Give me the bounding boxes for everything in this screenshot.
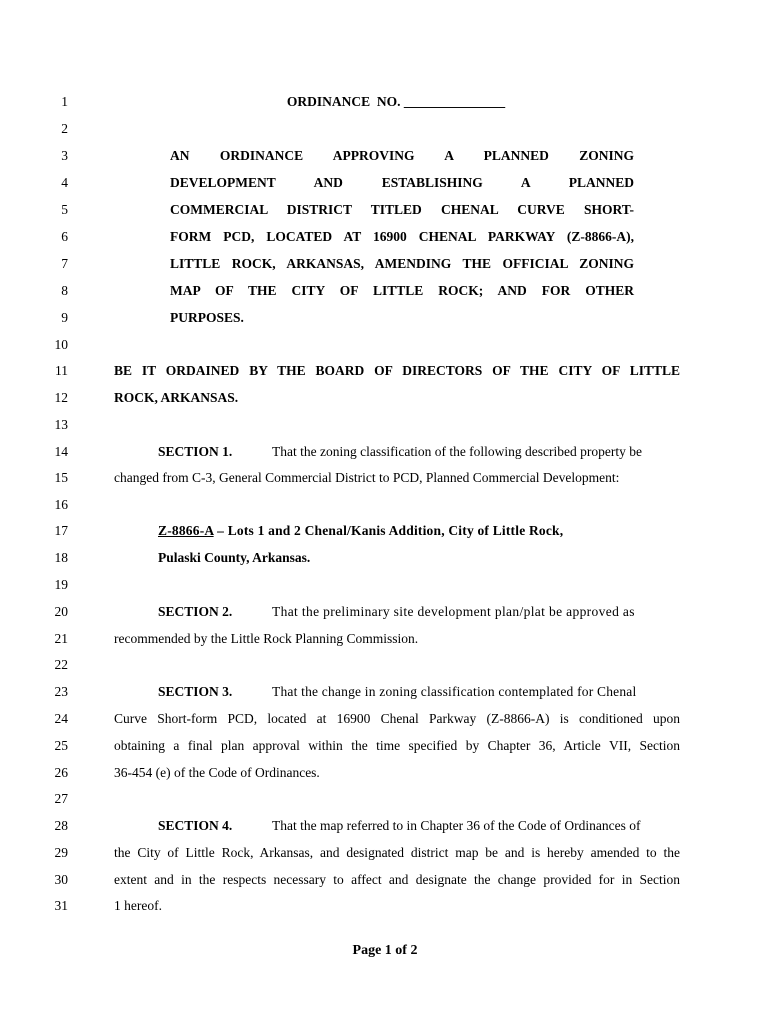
section-label: SECTION 4. <box>158 818 233 833</box>
section-text: Curve Short-form PCD, located at 16900 Chenal Parkway (Z-8866-A) is conditioned upon <box>114 711 680 726</box>
caption-line: FORM PCD, LOCATED AT 16900 CHENAL PARKWAY (Z-8866-A), <box>170 229 634 244</box>
line-number: 29 <box>54 845 68 860</box>
section-text: That the preliminary site development plan/plat be approved as <box>272 604 635 619</box>
line-number: 27 <box>54 791 68 806</box>
line-number: 22 <box>54 657 68 672</box>
line-number: 13 <box>54 417 68 432</box>
line-number: 28 <box>54 818 68 833</box>
ordaining-clause: BE IT ORDAINED BY THE BOARD OF DIRECTORS OF THE CITY OF LITTLE <box>114 363 680 378</box>
section-text: That the change in zoning classification contemplated for Chenal <box>272 684 637 699</box>
line-number: 24 <box>54 711 68 726</box>
section-text: 36-454 (e) of the Code of Ordinances. <box>114 765 320 780</box>
line-number: 25 <box>54 738 68 753</box>
section-label: SECTION 1. <box>158 444 233 459</box>
section-text: extent and in the respects necessary to affect and designate the change provided for in Section <box>114 872 680 887</box>
page-footer: Page 1 of 2 <box>352 943 418 958</box>
line-number: 10 <box>54 337 68 352</box>
line-number: 3 <box>61 148 68 163</box>
line-number: 16 <box>54 497 68 512</box>
line-number: 26 <box>54 765 68 780</box>
section-4 <box>158 818 680 834</box>
caption-line: MAP OF THE CITY OF LITTLE ROCK; AND FOR OTHER <box>170 283 634 298</box>
caption-line: LITTLE ROCK, ARKANSAS, AMENDING THE OFFICIAL ZONING <box>170 256 634 271</box>
section-label: SECTION 3. <box>158 684 233 699</box>
section-text: That the zoning classification of the following described property be <box>272 444 643 459</box>
caption-line: COMMERCIAL DISTRICT TITLED CHENAL CURVE SHORT- <box>170 202 634 217</box>
line-number: 17 <box>54 523 68 538</box>
line-number: 7 <box>61 256 68 271</box>
section-text: recommended by the Little Rock Planning Commission. <box>114 631 419 646</box>
section-text: changed from C-3, General Commercial District to PCD, Planned Commercial Development: <box>114 470 620 485</box>
legal-text: – Lots 1 and 2 Chenal/Kanis Addition, City of Little Rock, <box>213 523 564 538</box>
line-number: 2 <box>61 121 68 136</box>
ordinance-title: ORDINANCE NO. _______________ <box>286 94 506 109</box>
line-number: 8 <box>61 283 68 298</box>
section-text: the City of Little Rock, Arkansas, and designated district map be and is hereby amended to the <box>114 845 680 860</box>
section-text: That the map referred to in Chapter 36 of the Code of Ordinances of <box>272 818 641 833</box>
section-text: obtaining a final plan approval within the time specified by Chapter 36, Article VII, Section <box>114 738 680 753</box>
line-number: 6 <box>61 229 68 244</box>
section-2 <box>158 604 680 620</box>
section-text: 1 hereof. <box>114 898 162 913</box>
case-number: Z-8866-A <box>158 523 214 538</box>
caption-line: PURPOSES. <box>170 310 244 325</box>
line-number: 31 <box>54 898 68 913</box>
line-number: 21 <box>54 631 68 646</box>
ordaining-clause: ROCK, ARKANSAS. <box>114 390 239 405</box>
line-number: 11 <box>55 363 68 378</box>
line-number: 18 <box>54 550 68 565</box>
line-number: 19 <box>54 577 68 592</box>
caption-line: DEVELOPMENT AND ESTABLISHING A PLANNED <box>170 175 634 190</box>
line-number: 9 <box>61 310 68 325</box>
line-number: 15 <box>54 470 68 485</box>
section-1 <box>158 444 680 460</box>
line-number: 20 <box>54 604 68 619</box>
line-number: 23 <box>54 684 68 699</box>
line-number: 4 <box>61 175 68 190</box>
legal-description <box>158 523 634 539</box>
legal-text: Pulaski County, Arkansas. <box>158 550 311 565</box>
section-label: SECTION 2. <box>158 604 233 619</box>
line-number: 12 <box>54 390 68 405</box>
caption-line: AN ORDINANCE APPROVING A PLANNED ZONING <box>170 148 634 163</box>
line-number: 14 <box>54 444 68 459</box>
line-number: 5 <box>61 202 68 217</box>
line-number: 1 <box>61 94 68 109</box>
section-3 <box>158 684 680 700</box>
line-number: 30 <box>54 872 68 887</box>
